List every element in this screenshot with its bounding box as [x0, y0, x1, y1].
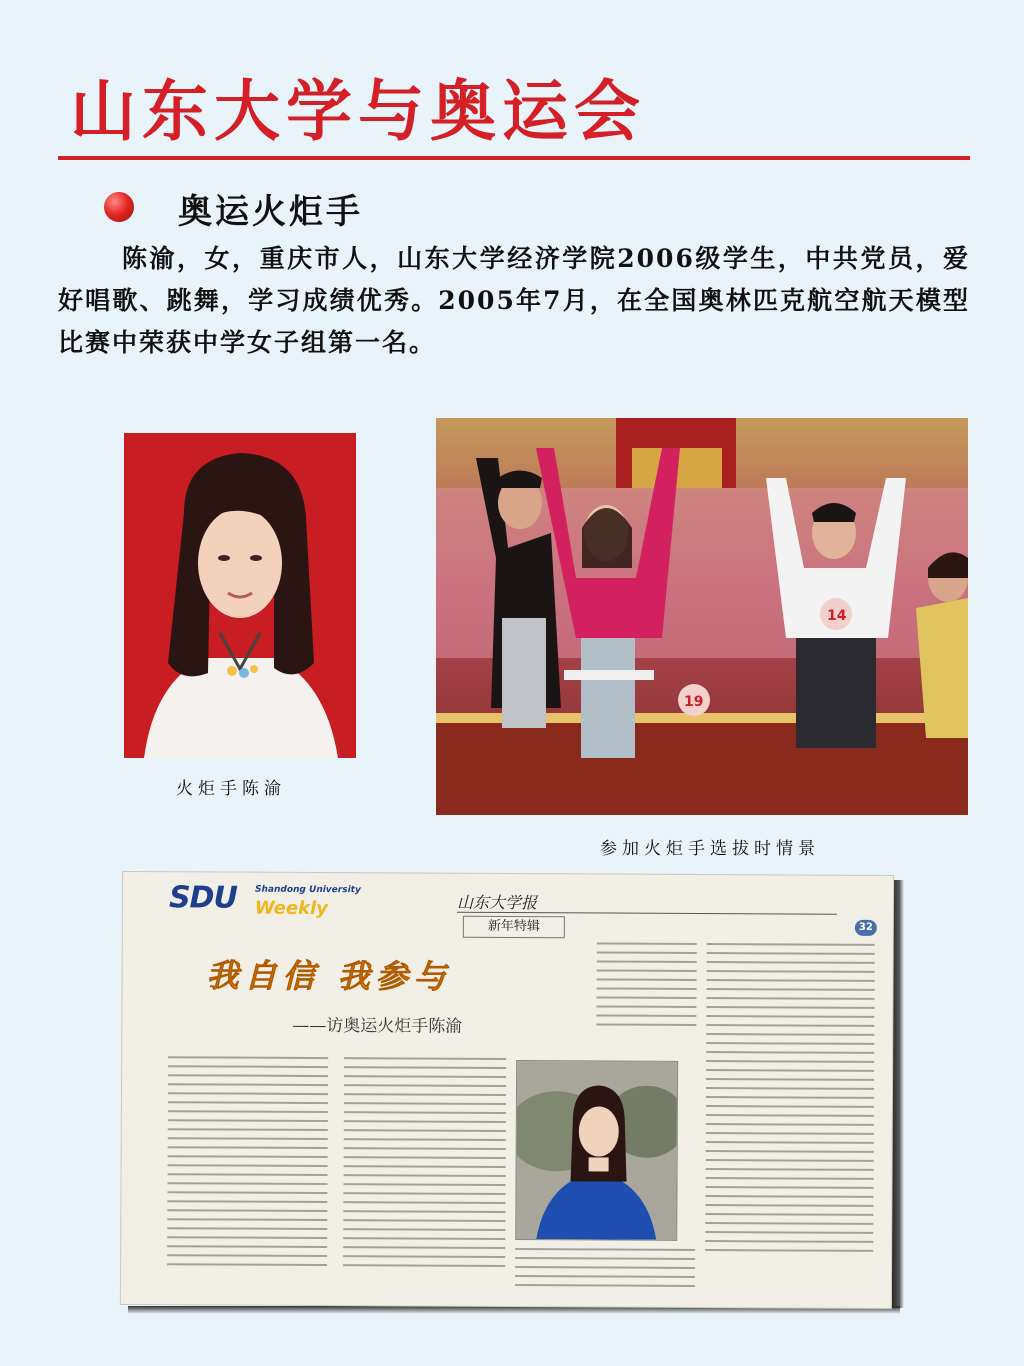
- bullet-icon: [104, 192, 134, 222]
- sdu-logo-university: Shandong University: [255, 884, 361, 896]
- portrait-illustration: [124, 433, 356, 758]
- sdu-logo-text: SDU: [168, 880, 237, 916]
- newspaper-photo-illustration: [516, 1061, 677, 1240]
- article-column-2: [343, 1057, 506, 1274]
- newspaper-shadow-right: [892, 880, 904, 1308]
- sdu-logo-weekly: Weekly: [254, 897, 329, 920]
- event-caption: 参加火炬手选拔时情景: [600, 839, 820, 859]
- newspaper-subheadline: ——访奥运火炬手陈渝: [292, 1015, 463, 1037]
- newspaper-headline: 我自信 我参与: [206, 956, 452, 996]
- newspaper-clipping: [121, 872, 893, 1308]
- article-column-bottom: [515, 1248, 695, 1294]
- article-column-3: [705, 943, 875, 1259]
- portrait-photo: [124, 433, 356, 758]
- newspaper-photo: [515, 1060, 678, 1241]
- page-number-badge: 32: [855, 920, 877, 936]
- special-edition-label: 新年特辑: [463, 916, 565, 939]
- title-divider: [58, 156, 970, 160]
- event-photo: [436, 418, 968, 815]
- article-column-1: [167, 1056, 328, 1273]
- intro-paragraph: 陈渝，女，重庆市人，山东大学经济学院2006级学生，中共党员，爱好唱歌、跳舞，学习成绩优秀。2005年7月，在全国奥林匹克航空航天模型比赛中荣获中学女子组第一名。: [58, 244, 970, 357]
- masthead-rule: [457, 912, 837, 915]
- article-column-top-middle: [596, 942, 696, 1033]
- event-illustration: [436, 418, 968, 815]
- event-badge-number-1: 19: [684, 694, 704, 710]
- sdu-weekly-logo: [168, 880, 361, 920]
- section-heading: 奥运火炬手: [178, 192, 363, 232]
- newspaper-masthead: 山东大学报: [456, 892, 538, 913]
- page-title: 山东大学与奥运会: [70, 73, 646, 150]
- portrait-caption: 火炬手陈渝: [176, 779, 286, 799]
- event-badge-number-2: 14: [827, 608, 847, 624]
